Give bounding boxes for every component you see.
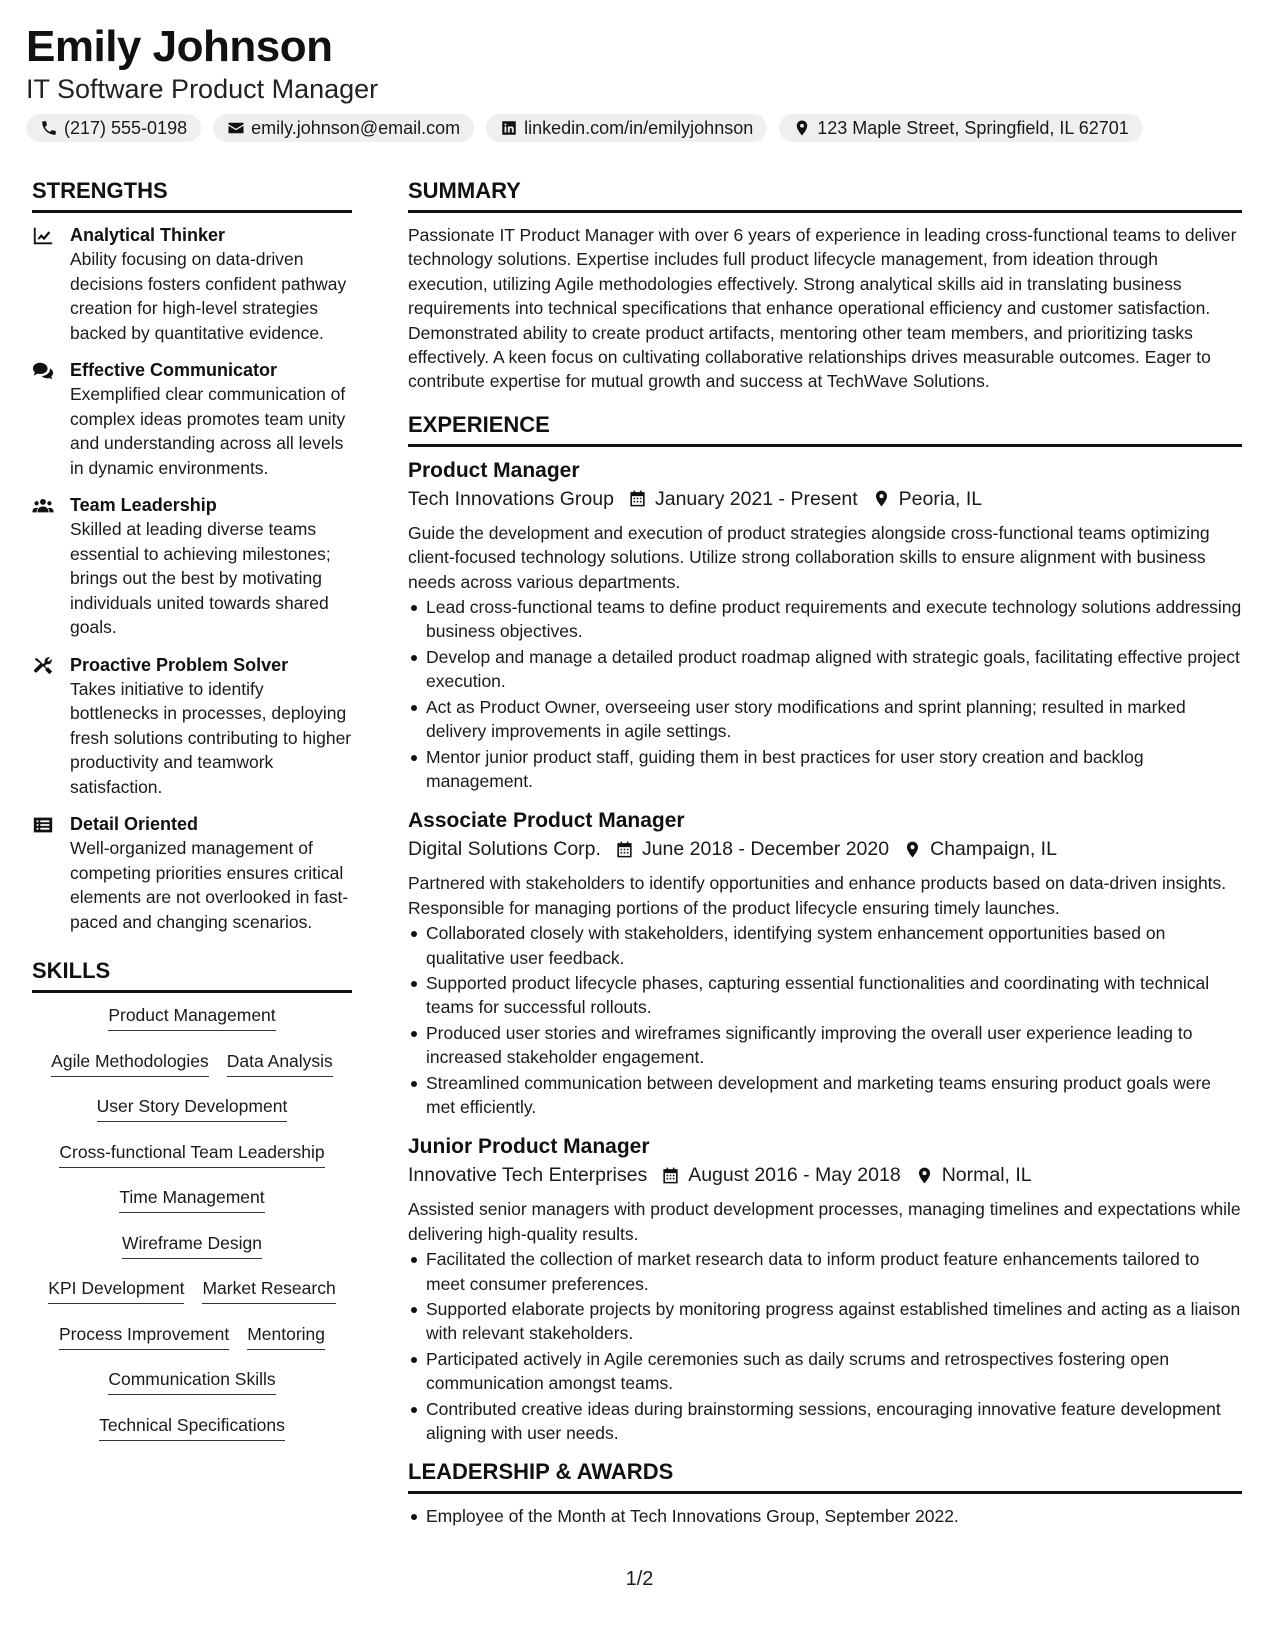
job-dates: June 2018 - December 2020 [641, 838, 890, 861]
bullet-item: Act as Product Owner, overseeing user story modifications and sprint planning; resulted in marked delivery improvements in agile settings. [426, 695, 1242, 744]
bullet-item: Streamlined communication between development and marketing teams ensuring product goals were met efficiently. [426, 1071, 1242, 1120]
skill-tag: User Story Development [97, 1094, 288, 1122]
users-icon [32, 495, 54, 517]
skill-tag: Market Research [202, 1276, 335, 1304]
skills-list [32, 1003, 352, 1458]
skill-tag: Data Analysis [227, 1049, 333, 1077]
bullet-item: Develop and manage a detailed product roadmap aligned with strategic goals, facilitating effective project execution. [426, 645, 1242, 694]
job-location: Peoria, IL [898, 487, 983, 510]
strength-title: Analytical Thinker [70, 225, 226, 245]
bullet-item: Participated actively in Agile ceremonies such as daily scrums and retrospectives fostering open communication amongst teams. [426, 1347, 1242, 1396]
job-company: Innovative Tech Enterprises [408, 1164, 648, 1187]
strength-desc: Skilled at leading diverse teams essential to achieving milestones; brings out the best by motivating individuals united towards shared goals. [70, 519, 331, 637]
job-entry [408, 807, 1242, 1119]
calendar-icon [615, 840, 634, 859]
job-title: Junior Product Manager [408, 1135, 650, 1159]
strength-desc: Takes initiative to identify bottlenecks in processes, deploying fresh solutions contributing to higher productivity and teamwork satisfaction. [70, 678, 352, 797]
skill-tag: Cross-functional Team Leadership [59, 1140, 324, 1168]
job-meta [408, 835, 1242, 863]
skill-tag: Product Management [108, 1003, 275, 1031]
map-marker-icon [903, 840, 922, 859]
line-chart-icon [32, 225, 54, 247]
summary-text: Passionate IT Product Manager with over 6 years of experience in leading cross-functional teams to deliver technology solutions. Expertise includes full product lifecycle management, from ideation through execution, utilizing Agile methodologies effectively. Strong analytical skills aid in translating business requirements into technical specifications that enhance operational efficiency and customer satisfaction. Demonstrated ability to create product artifacts, mentoring other team members, and prioritizing tasks effectively. A keen focus on cultivating collaborative relationships drives measurable outcomes. Eager to contribute expertise for mutual growth and success at TechWave Solutions. [408, 225, 1237, 392]
skills-heading: SKILLS [32, 958, 352, 993]
linkedin-icon [500, 119, 518, 137]
bullet-item: Lead cross-functional teams to define product requirements and execute technology solutions addressing business objectives. [426, 595, 1242, 644]
bullet-item: Employee of the Month at Tech Innovations Group, September 2022. [426, 1504, 1242, 1528]
job-dates: January 2021 - Present [654, 487, 858, 510]
strength-title: Effective Communicator [70, 360, 278, 380]
contact-linkedin[interactable] [486, 114, 767, 142]
job-company: Tech Innovations Group [408, 487, 614, 510]
job-dates: August 2016 - May 2018 [688, 1164, 901, 1187]
email-text: emily.johnson@email.com [251, 117, 461, 138]
strength-title: Proactive Problem Solver [70, 654, 289, 675]
job-meta [408, 1161, 1242, 1189]
skill-tag: Wireframe Design [122, 1231, 262, 1259]
leadership-list [408, 1504, 1242, 1528]
phone-text: (217) 555-0198 [64, 117, 188, 138]
job-title: Associate Product Manager [408, 809, 685, 833]
skill-tag: Communication Skills [108, 1367, 275, 1395]
leadership-heading: LEADERSHIP & AWARDS [408, 1459, 1242, 1494]
skill-tag: KPI Development [48, 1276, 184, 1304]
map-marker-icon [872, 489, 891, 508]
contact-phone[interactable] [26, 114, 201, 142]
job-description: Guide the development and execution of product strategies alongside cross-functional teams optimizing client-focused technology solutions. Utilize strong collaboration skills to ensure alignment with business needs across various departments. [408, 522, 1210, 592]
job-bullets [408, 921, 1242, 1119]
strength-item [32, 812, 352, 934]
contact-email[interactable] [213, 114, 474, 142]
strength-title: Detail Oriented [70, 814, 199, 834]
address-text: 123 Maple Street, Springfield, IL 62701 [817, 117, 1129, 138]
job-location: Champaign, IL [930, 838, 1057, 861]
skill-tag: Technical Specifications [99, 1413, 285, 1441]
skill-tag: Process Improvement [59, 1322, 229, 1350]
map-marker-icon [915, 1166, 934, 1185]
job-bullets [408, 595, 1242, 793]
strength-desc: Exemplified clear communication of complex ideas promotes team unity and understanding across all levels in dynamic environments. [70, 384, 346, 478]
bullet-item: Collaborated closely with stakeholders, identifying system enhancement opportunities based on qualitative user feedback. [426, 921, 1242, 970]
job-location: Normal, IL [941, 1164, 1032, 1187]
candidate-title: IT Software Product Manager [26, 74, 379, 104]
candidate-name: Emily Johnson [26, 22, 333, 71]
job-description: Assisted senior managers with product development processes, managing timelines and expectations while delivering high-quality results. [408, 1199, 1241, 1244]
bullet-item: Mentor junior product staff, guiding them in best practices for user story creation and backlog management. [426, 745, 1242, 794]
left-column [32, 178, 352, 1458]
linkedin-text: linkedin.com/in/emilyjohnson [524, 117, 754, 138]
job-entry [408, 457, 1242, 793]
strength-item [32, 223, 352, 345]
bullet-item: Supported product lifecycle phases, capturing essential functionalities and coordinating with technical teams for successful rollouts. [426, 971, 1242, 1020]
strength-desc: Well-organized management of competing priorities ensures critical elements are not overlooked in fast-paced and changing scenarios. [70, 838, 349, 932]
phone-icon [40, 119, 58, 137]
strength-item [32, 653, 352, 800]
skill-tag: Time Management [119, 1185, 264, 1213]
calendar-icon [628, 489, 647, 508]
bullet-item: Produced user stories and wireframes significantly improving the overall user experience leading to increased stakeholder engagement. [426, 1021, 1242, 1070]
contact-address[interactable] [779, 114, 1143, 142]
job-title: Product Manager [408, 458, 580, 482]
calendar-icon [661, 1166, 680, 1185]
job-company: Digital Solutions Corp. [408, 838, 601, 861]
strength-item [32, 493, 352, 640]
envelope-icon [227, 119, 245, 137]
skill-tag: Agile Methodologies [51, 1049, 209, 1077]
strength-item [32, 358, 352, 480]
skill-tag: Mentoring [247, 1322, 325, 1350]
strengths-heading: STRENGTHS [32, 178, 352, 213]
strength-title: Team Leadership [70, 495, 217, 515]
right-column [408, 178, 1242, 1529]
bullet-item: Supported elaborate projects by monitoring progress against established timelines and acting as a liaison with relevant stakeholders. [426, 1297, 1242, 1346]
map-marker-icon [793, 119, 811, 137]
experience-heading: EXPERIENCE [408, 412, 1242, 447]
tools-icon [32, 655, 54, 677]
page-number-text: 1/2 [625, 1568, 654, 1590]
list-alt-icon [32, 814, 54, 836]
job-meta [408, 485, 1242, 513]
bullet-item: Contributed creative ideas during brainstorming sessions, encouraging innovative feature development aligning with user needs. [426, 1397, 1242, 1446]
job-bullets [408, 1247, 1242, 1445]
summary-heading: SUMMARY [408, 178, 1242, 213]
comments-icon [32, 360, 54, 382]
page-number [0, 1568, 1275, 1591]
contact-bar [26, 114, 1143, 142]
job-description: Partnered with stakeholders to identify opportunities and enhance products based on data-driven insights. Responsible for managing portions of the product lifecycle ensuring timely launches. [408, 873, 1227, 918]
strength-desc: Ability focusing on data-driven decisions fosters confident pathway creation for high-level strategies backed by quantitative evidence. [70, 249, 347, 343]
bullet-item: Facilitated the collection of market research data to inform product feature enhancements tailored to meet consumer preferences. [426, 1247, 1242, 1296]
job-entry [408, 1133, 1242, 1445]
